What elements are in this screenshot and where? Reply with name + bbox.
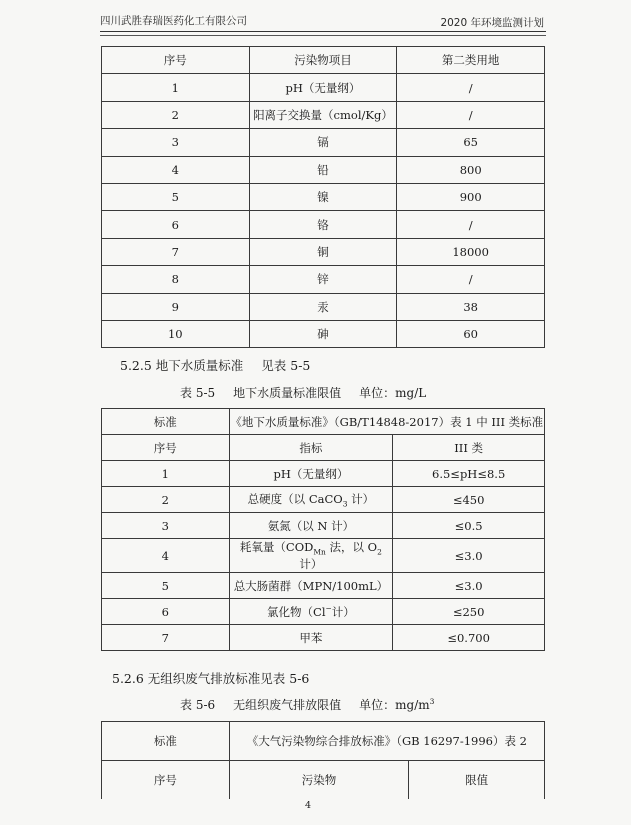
- table-row: [102, 211, 545, 238]
- table-cell: 38: [397, 293, 545, 320]
- table-row: [102, 266, 545, 293]
- table-cell: 镉: [249, 129, 397, 156]
- table-row: [102, 238, 545, 265]
- table-cell: 铬: [249, 211, 397, 238]
- table-row: [102, 461, 545, 487]
- section-title: 5.2.5 地下水质量标准: [120, 358, 244, 373]
- table-cell: 4: [102, 539, 230, 573]
- table-cell: 氨氮（以 N 计）: [229, 513, 393, 539]
- table-cell: 镍: [249, 183, 397, 210]
- table-cell: [229, 539, 393, 573]
- table-cell: /: [397, 101, 545, 128]
- table-cell: ≤0.5: [393, 513, 545, 539]
- table-row: [102, 129, 545, 156]
- table-cell: 1: [102, 461, 230, 487]
- plan-title: 2020 年环境监测计划: [440, 17, 544, 29]
- subscript: 2: [377, 547, 382, 557]
- header-cell: 污染物: [229, 761, 409, 800]
- table-cell: /: [397, 266, 545, 293]
- header-rule: [100, 31, 546, 32]
- table-cell: /: [397, 74, 545, 101]
- table-cell: 2: [102, 101, 250, 128]
- item-text: 计）: [331, 604, 355, 619]
- table-cell: 铅: [249, 156, 397, 183]
- standard-label: 标准: [102, 722, 230, 761]
- item-text: 计）: [299, 557, 323, 572]
- standard-row: [102, 722, 545, 761]
- table-cell: 9: [102, 293, 250, 320]
- header-cell: 序号: [102, 435, 230, 461]
- table-row: [102, 625, 545, 651]
- standard-label: 标准: [102, 409, 230, 435]
- caption-label: 表 5-5: [180, 386, 216, 400]
- table-cell: 6: [102, 211, 250, 238]
- caption-label: 表 5-6: [180, 698, 216, 712]
- table-row: [102, 74, 545, 101]
- item-text: 氯化物（Cl: [267, 604, 326, 619]
- table-cell: 铜: [249, 238, 397, 265]
- table-cell: 65: [397, 129, 545, 156]
- table-cell: 5: [102, 183, 250, 210]
- table-cell: 锌: [249, 266, 397, 293]
- header-cell: 限值: [409, 761, 545, 800]
- superscript: −: [325, 603, 332, 613]
- page-number: 4: [305, 800, 312, 811]
- header-cell: 序号: [102, 47, 250, 74]
- table-cell: 6.5≤pH≤8.5: [393, 461, 545, 487]
- table-cell: 10: [102, 320, 250, 347]
- caption-title: 无组织废气排放限值: [233, 698, 342, 712]
- table-cell: 18000: [397, 238, 545, 265]
- caption-unit: 单位：mg/L: [359, 386, 427, 400]
- table-header-row: [102, 435, 545, 461]
- table-row: [102, 293, 545, 320]
- page-header: [100, 11, 544, 29]
- company-name: 四川武胜春瑞医药化工有限公司: [100, 15, 247, 27]
- table-cell: ≤3.0: [393, 573, 545, 599]
- table-row: [102, 573, 545, 599]
- table-cell: 5: [102, 573, 230, 599]
- section-ref: 见表 5-5: [261, 358, 311, 373]
- subscript: 3: [342, 499, 348, 509]
- table-cell: ≤250: [393, 599, 545, 625]
- groundwater-standard-table: [101, 408, 545, 651]
- table-cell: [229, 487, 393, 513]
- header-cell: III 类: [393, 435, 545, 461]
- table-cell: 7: [102, 625, 230, 651]
- header-cell: 序号: [102, 761, 230, 800]
- table-caption-5-6: [180, 696, 434, 713]
- table-row: [102, 513, 545, 539]
- section-heading-525: [120, 356, 310, 374]
- table-cell: 3: [102, 513, 230, 539]
- header-rule-thin: [100, 35, 546, 36]
- table-cell: ≤450: [393, 487, 545, 513]
- superscript: 3: [429, 697, 435, 706]
- table-cell: 60: [397, 320, 545, 347]
- table-row: [102, 320, 545, 347]
- table-row: [102, 183, 545, 210]
- header-cell: 第二类用地: [397, 47, 545, 74]
- table-cell: 阳离子交换量（cmol/Kg）: [249, 101, 397, 128]
- table-cell: 砷: [249, 320, 397, 347]
- section-heading-526: [112, 669, 309, 687]
- table-row: [102, 101, 545, 128]
- caption-title: 地下水质量标准限值: [233, 386, 342, 400]
- table-cell: 900: [397, 183, 545, 210]
- table-cell: pH（无量纲）: [229, 461, 393, 487]
- table-cell: 8: [102, 266, 250, 293]
- caption-unit: 单位：mg/m: [359, 698, 430, 712]
- air-emission-table: [101, 721, 545, 799]
- subscript: Mn: [313, 547, 326, 557]
- table-header-row: [102, 47, 545, 74]
- table-row: [102, 599, 545, 625]
- table-cell: 4: [102, 156, 250, 183]
- table-cell: 6: [102, 599, 230, 625]
- item-text: 总硬度（以 CaCO: [247, 491, 343, 506]
- header-cell: 指标: [229, 435, 393, 461]
- table-cell: ≤0.700: [393, 625, 545, 651]
- table-row: [102, 539, 545, 573]
- standard-value: 《地下水质量标准》（GB/T14848-2017）表 1 中 III 类标准: [229, 409, 544, 435]
- table-cell: pH（无量纲）: [249, 74, 397, 101]
- table-cell: 3: [102, 129, 250, 156]
- table-cell: /: [397, 211, 545, 238]
- item-text: 计）: [347, 491, 375, 506]
- table-cell: 甲苯: [229, 625, 393, 651]
- table-cell: 2: [102, 487, 230, 513]
- table-row: [102, 156, 545, 183]
- table-cell: ≤3.0: [393, 539, 545, 573]
- table-caption-5-5: [180, 384, 426, 401]
- table-row: [102, 487, 545, 513]
- table-cell: 1: [102, 74, 250, 101]
- table-cell: 汞: [249, 293, 397, 320]
- item-text: 耗氧量（COD: [239, 540, 314, 554]
- item-text: 法，以 O: [325, 540, 378, 554]
- table-cell: 7: [102, 238, 250, 265]
- table-cell: 总大肠菌群（MPN/100mL）: [229, 573, 393, 599]
- section-title: 5.2.6 无组织废气排放标准见表 5-6: [112, 671, 310, 686]
- standard-value: 《大气污染物综合排放标准》（GB 16297-1996）表 2: [229, 722, 544, 761]
- table-cell: [229, 599, 393, 625]
- header-cell: 污染物项目: [249, 47, 397, 74]
- table-cell: 800: [397, 156, 545, 183]
- table-header-row: [102, 761, 545, 800]
- soil-standard-table: [101, 46, 545, 348]
- standard-row: [102, 409, 545, 435]
